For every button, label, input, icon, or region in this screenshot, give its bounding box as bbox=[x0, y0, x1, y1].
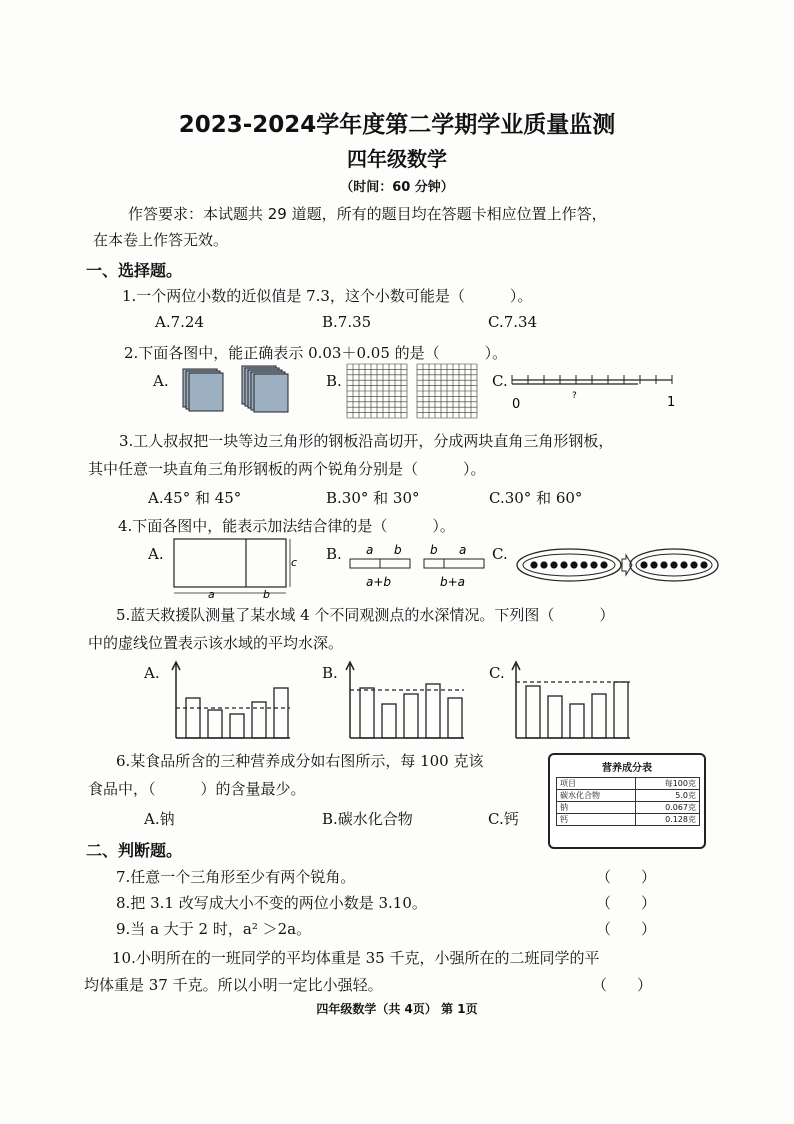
table-cell: 每100克 bbox=[635, 778, 699, 790]
seg2-a-label: a bbox=[459, 543, 467, 557]
q3-option-c: C.30° 和 60° bbox=[489, 489, 583, 507]
exam-subtitle: 四年级数学 bbox=[347, 147, 447, 171]
water-depth-bar bbox=[230, 714, 244, 738]
q5-option-c: C. bbox=[489, 664, 505, 682]
q5-chart-b bbox=[336, 660, 466, 742]
q1-text: 1.一个两位小数的近似值是 7.3，这个小数可能是（ ）。 bbox=[122, 287, 533, 305]
q10-answer-paren: （ ） bbox=[592, 976, 653, 994]
water-depth-bar bbox=[186, 698, 200, 738]
q5-text-line-1: 5.蓝天救援队测量了某水域 4 个不同观测点的水深情况。下列图（ ） bbox=[116, 606, 615, 624]
table-row bbox=[557, 778, 700, 790]
q7-text: 7.任意一个三角形至少有两个锐角。 bbox=[116, 868, 356, 886]
q4-text: 4.下面各图中，能表示加法结合律的是（ ）。 bbox=[118, 517, 455, 535]
table-cell: 0.128克 bbox=[635, 814, 699, 826]
water-depth-bar bbox=[526, 686, 540, 738]
instructions-line-2: 在本卷上作答无效。 bbox=[93, 231, 229, 249]
nutrition-table bbox=[548, 753, 706, 849]
q4-option-b: B. bbox=[326, 545, 342, 563]
q3-text-line-2: 其中任意一块直角三角形钢板的两个锐角分别是（ ）。 bbox=[88, 460, 486, 478]
water-depth-bar bbox=[208, 710, 222, 738]
table-cell: 项目 bbox=[557, 778, 636, 790]
q9-text: 9.当 a 大于 2 时，a² ＞2a。 bbox=[116, 920, 312, 938]
water-depth-bar bbox=[382, 704, 396, 738]
seg1-b-label: b bbox=[394, 543, 402, 557]
nutrition-table-grid bbox=[556, 777, 700, 826]
page-footer: 四年级数学（共 4页） 第 1页 bbox=[316, 1002, 478, 1016]
water-depth-bar bbox=[448, 698, 462, 738]
nutrition-table-title: 营养成分表 bbox=[602, 763, 652, 774]
q6-option-b: B.碳水化合物 bbox=[322, 810, 413, 828]
table-cell: 碳水化合物 bbox=[557, 790, 636, 802]
q2-number-line-figure bbox=[506, 366, 681, 412]
number-line-zero-label: 0 bbox=[512, 397, 521, 412]
seg1-sum-label: a+b bbox=[366, 575, 392, 589]
q8-answer-paren: （ ） bbox=[596, 894, 657, 912]
q3-option-a: A.45° 和 45° bbox=[148, 489, 242, 507]
water-depth-bar bbox=[614, 682, 628, 738]
table-row bbox=[557, 814, 700, 826]
water-depth-bar bbox=[404, 694, 418, 738]
water-depth-bar bbox=[274, 688, 288, 738]
q9-answer-paren: （ ） bbox=[596, 920, 657, 938]
q3-option-b: B.30° 和 30° bbox=[326, 489, 420, 507]
q6-text-line-2: 食品中，（ ）的含量最少。 bbox=[88, 780, 306, 798]
q5-option-a: A. bbox=[144, 664, 160, 682]
q6-option-c: C.钙 bbox=[488, 810, 519, 828]
q2-option-a: A. bbox=[153, 372, 169, 390]
q5-option-b: B. bbox=[322, 664, 338, 682]
q1-option-c: C.7.34 bbox=[488, 313, 538, 331]
number-line-one-label: 1 bbox=[667, 395, 676, 410]
water-depth-bar bbox=[548, 696, 562, 738]
q4-option-c: C. bbox=[492, 545, 508, 563]
q1-option-b: B.7.35 bbox=[322, 313, 372, 331]
q5-chart-a bbox=[162, 660, 292, 742]
water-depth-bar bbox=[360, 688, 374, 738]
q1-option-a: A.7.24 bbox=[155, 313, 204, 331]
seg2-b-label: b bbox=[430, 543, 438, 557]
table-row bbox=[557, 790, 700, 802]
q7-answer-paren: （ ） bbox=[596, 868, 657, 886]
q10-text-line-2: 均体重是 37 千克。所以小明一定比小强轻。 bbox=[84, 976, 383, 994]
water-depth-bar bbox=[570, 704, 584, 738]
water-depth-bar bbox=[592, 694, 606, 738]
section-judgement-title: 二、判断题。 bbox=[86, 841, 183, 860]
table-cell: 5.0克 bbox=[635, 790, 699, 802]
seg2-sum-label: b+a bbox=[440, 575, 466, 589]
q8-text: 8.把 3.1 改写成大小不变的两位小数是 3.10。 bbox=[116, 894, 427, 912]
q2-stacked-squares-figure bbox=[180, 364, 305, 414]
section-choice-title: 一、选择题。 bbox=[86, 261, 183, 280]
water-depth-bar bbox=[426, 684, 440, 738]
q2-option-c: C. bbox=[492, 372, 508, 390]
q3-text-line-1: 3.工人叔叔把一块等边三角形的钢板沿高切开，分成两块直角三角形钢板， bbox=[119, 432, 614, 450]
table-cell: 钙 bbox=[557, 814, 636, 826]
table-cell: 钠 bbox=[557, 802, 636, 814]
q2-text: 2.下面各图中，能正确表示 0.03＋0.05 的是（ ）。 bbox=[124, 344, 508, 362]
q5-text-line-2: 中的虚线位置表示该水域的平均水深。 bbox=[88, 634, 344, 652]
q2-hundred-grids-figure bbox=[345, 362, 485, 422]
table-cell: 0.067克 bbox=[635, 802, 699, 814]
seg1-a-label: a bbox=[366, 543, 374, 557]
q10-text-line-1: 10.小明所在的一班同学的平均体重是 35 千克，小强所在的二班同学的平 bbox=[112, 949, 600, 967]
instructions-line-1: 作答要求：本试题共 29 道题，所有的题目均在答题卡相应位置上作答， bbox=[128, 205, 607, 223]
q2-option-b: B. bbox=[326, 372, 342, 390]
table-row bbox=[557, 802, 700, 814]
rect-c-label: c bbox=[291, 556, 298, 569]
rect-a-label: a bbox=[208, 588, 215, 601]
rect-b-label: b bbox=[263, 588, 270, 601]
exam-title: 2023-2024学年度第二学期学业质量监测 bbox=[178, 112, 616, 138]
q4-segment-figure bbox=[346, 538, 486, 594]
q4-rectangle-figure bbox=[170, 535, 298, 601]
exam-time: （时间：60 分钟） bbox=[340, 180, 454, 195]
q4-dots-figure bbox=[514, 545, 720, 585]
q4-option-a: A. bbox=[148, 545, 164, 563]
q6-text-line-1: 6.某食品所含的三种营养成分如右图所示，每 100 克该 bbox=[116, 752, 484, 770]
q5-chart-c bbox=[502, 660, 632, 742]
q6-option-a: A.钠 bbox=[144, 810, 175, 828]
number-line-unknown-label: ? bbox=[572, 391, 577, 401]
